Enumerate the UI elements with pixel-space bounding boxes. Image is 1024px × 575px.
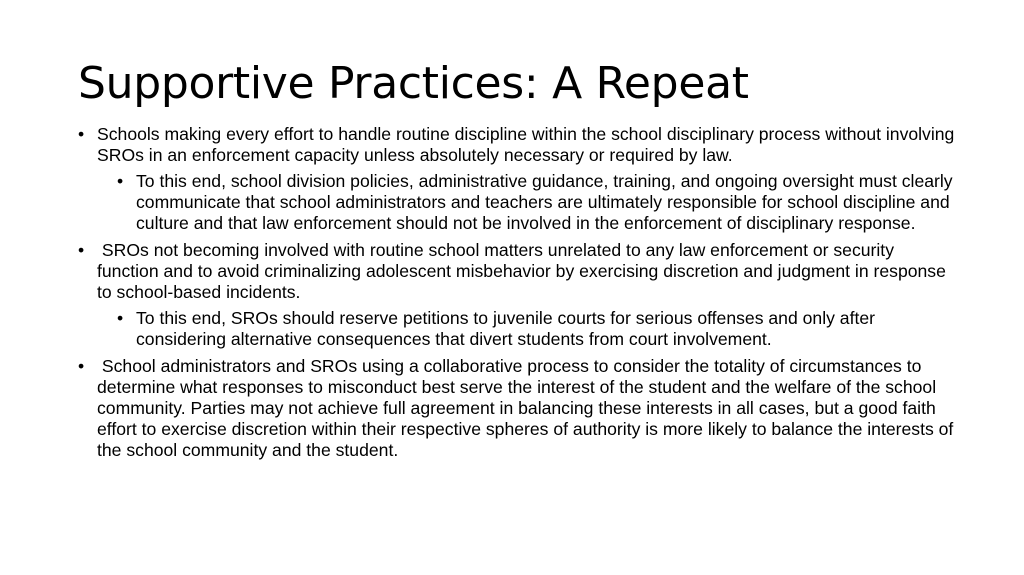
bullet-text: Schools making every effort to handle routine discipline within the school disciplinary process without involving SROs in an enforcement capacity unless absolutely necessary or required by law.: [97, 124, 955, 165]
bullet-text: School administrators and SROs using a collaborative process to consider the totality of circumstances to determine what responses to misconduct best serve the interest of the student and the welfare of the school community. Parties may not achieve full agreement in balancing these interests in all cases, but a good faith effort to exercise discretion within their respective spheres of authority is more likely to balance the interests of the school community and the student.: [97, 356, 959, 460]
sub-bullet-list: [117, 171, 958, 234]
sub-bullet-text: To this end, SROs should reserve petitions to juvenile courts for serious offenses and only after considering alternative consequences that divert students from court involvement.: [136, 308, 876, 349]
bullet-item: [78, 356, 958, 461]
bullet-dot-icon: •: [78, 356, 85, 376]
bullet-dot-icon: •: [78, 124, 85, 144]
sub-bullet-list: [117, 308, 958, 350]
bullet-item: [78, 240, 958, 350]
bullet-dot-icon: •: [78, 240, 85, 260]
bullet-item: [78, 124, 958, 234]
bullet-list: [78, 124, 958, 461]
sub-bullet-item: [117, 308, 958, 350]
slide-title: Supportive Practices: A Repeat: [78, 58, 749, 109]
bullet-text: SROs not becoming involved with routine school matters unrelated to any law enforcement or security function and to avoid criminalizing adolescent misbehavior by exercising discretion and judgment in response to school-based incidents.: [97, 240, 951, 302]
bullet-dot-icon: •: [117, 171, 124, 191]
sub-bullet-text: To this end, school division policies, administrative guidance, training, and ongoing oversight must clearly communicate that school administrators and teachers are ultimately responsible for school discipline and culture and that law enforcement should not be involved in the enforcement of disciplinary response.: [136, 171, 953, 233]
bullet-dot-icon: •: [117, 308, 124, 328]
sub-bullet-item: [117, 171, 958, 234]
